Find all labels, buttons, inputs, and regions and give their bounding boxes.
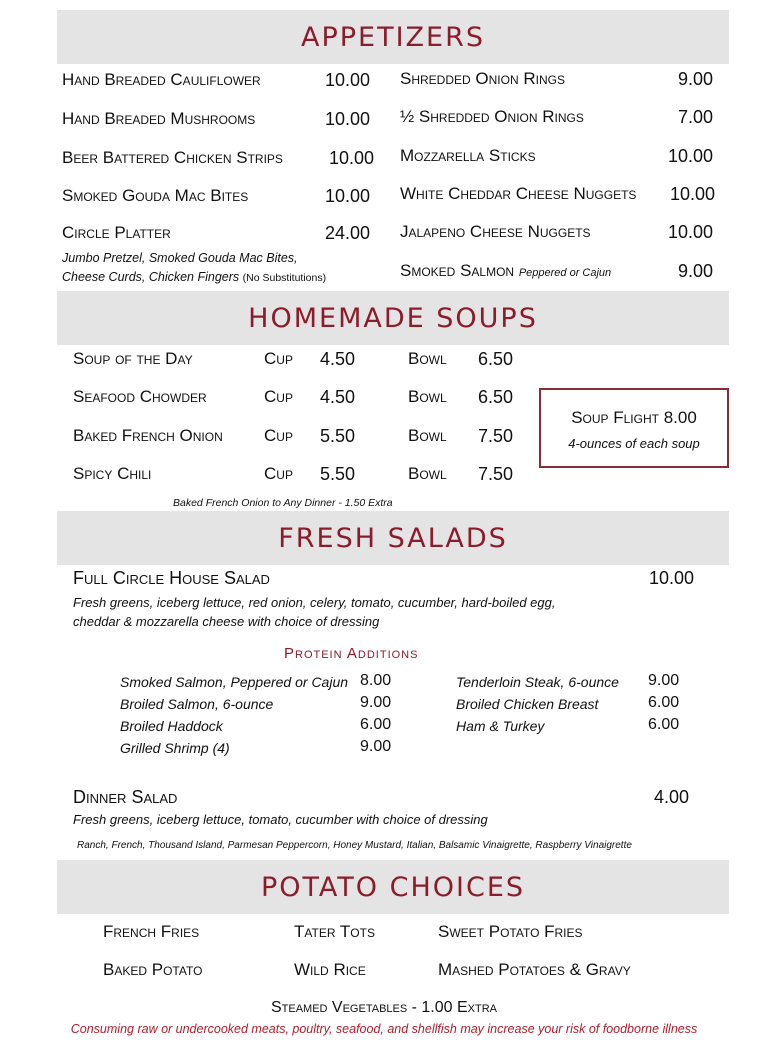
soup-flight-title: Soup Flight 8.00 [571,408,697,427]
menu-item: Beer Battered Chicken Strips [62,148,283,167]
steamed-vegetables: Steamed Vegetables - 1.00 Extra [270,999,498,1016]
soups-banner [57,291,729,345]
protein-item: Grilled Shrimp (4) [120,740,230,756]
house-salad-name: Full Circle House Salad [73,568,270,588]
protein-price: 9.00 [360,738,392,755]
platter-desc: Cheese Curds, Chicken Fingers (No Substitutions) [62,270,327,284]
appetizers-title: APPETIZERS [300,21,485,53]
cup-label: Cup [264,426,293,445]
bowl-label: Bowl [408,426,447,445]
cup-price: 5.50 [320,426,356,446]
house-salad-desc: cheddar & mozzarella cheese with choice of dressing [73,614,380,629]
menu-price: 10.00 [329,148,375,168]
salmon-note: Peppered or Cajun [518,267,612,279]
protein-price: 6.00 [648,694,680,711]
soup-flight-desc: 4-ounces of each soup [568,436,700,451]
cup-label: Cup [264,464,293,483]
menu-price: 9.00 [678,261,714,281]
platter-desc: Jumbo Pretzel, Smoked Gouda Mac Bites, [62,251,298,265]
menu-item: Smoked Salmon Peppered or Cajun [400,261,612,280]
protein-item: Broiled Haddock [120,718,223,734]
soup-note: Baked French Onion to Any Dinner - 1.50 Extra [173,497,393,509]
dressings-list: Ranch, French, Thousand Island, Parmesan Peppercorn, Honey Mustard, Italian, Balsamic Vinaigrette, Raspberry Vinaigrette [77,840,632,851]
bowl-price: 7.50 [478,426,514,446]
menu-item: ½ Shredded Onion Rings [400,107,584,126]
dinner-salad-name: Dinner Salad [73,787,178,807]
potatoes-banner [57,860,729,914]
bowl-label: Bowl [408,464,447,483]
menu-item: Hand Breaded Cauliflower [62,70,261,89]
platter-note: (No Substitutions) [242,272,327,284]
house-salad-desc: Fresh greens, iceberg lettuce, red onion, celery, tomato, cucumber, hard-boiled egg, [73,595,556,610]
bowl-label: Bowl [408,387,447,406]
protein-item: Tenderloin Steak, 6-ounce [456,674,619,690]
potato-option: Wild Rice [294,960,366,979]
food-safety-warning: Consuming raw or undercooked meats, poultry, seafood, and shellfish may increase your risk of foodborne illness [70,1022,698,1036]
menu-price: 10.00 [670,184,716,204]
cup-price: 5.50 [320,464,356,484]
protein-item: Broiled Salmon, 6-ounce [120,696,274,712]
house-salad-price: 10.00 [649,568,695,588]
menu-price: 7.00 [678,107,714,127]
bowl-price: 6.50 [478,349,514,369]
menu-item: Jalapeno Cheese Nuggets [400,222,591,241]
menu-item: Mozzarella Sticks [400,146,536,165]
cup-price: 4.50 [320,349,356,369]
menu-price: 10.00 [668,146,714,166]
protein-price: 9.00 [360,694,392,711]
potato-option: Tater Tots [294,922,375,941]
menu-price: 24.00 [325,223,371,243]
cup-price: 4.50 [320,387,356,407]
soups-title: HOMEMADE SOUPS [248,302,538,334]
bowl-price: 6.50 [478,387,514,407]
protein-item: Smoked Salmon, Peppered or Cajun [120,674,349,690]
salads-title: FRESH SALADS [278,522,508,554]
cup-label: Cup [264,349,293,368]
menu-price: 9.00 [678,69,714,89]
potato-option: Sweet Potato Fries [438,922,583,941]
potato-option: Mashed Potatoes & Gravy [438,960,631,979]
menu-price: 10.00 [668,222,714,242]
potato-option: Baked Potato [103,960,203,979]
protein-price: 8.00 [360,672,392,689]
menu-item: Smoked Gouda Mac Bites [62,186,249,205]
appetizers-banner [57,10,729,64]
protein-item: Broiled Chicken Breast [456,696,599,712]
soup-flight-box [539,388,729,468]
protein-price: 6.00 [648,716,680,733]
protein-title: Protein Additions [284,645,419,662]
protein-price: 6.00 [360,716,392,733]
cup-label: Cup [264,387,293,406]
menu-price: 10.00 [325,186,371,206]
dinner-salad-price: 4.00 [654,787,690,807]
menu-item: Circle Platter [62,223,171,242]
protein-item: Ham & Turkey [456,718,545,734]
menu-item: White Cheddar Cheese Nuggets [400,184,637,203]
soup-item: Spicy Chili [73,464,152,483]
bowl-price: 7.50 [478,464,514,484]
salads-banner [57,511,729,565]
protein-price: 9.00 [648,672,680,689]
menu-price: 10.00 [325,70,371,90]
menu-item: Shredded Onion Rings [400,69,565,88]
potato-option: French Fries [103,922,200,941]
soup-item: Seafood Chowder [73,387,207,406]
bowl-label: Bowl [408,349,447,368]
menu-price: 10.00 [325,109,371,129]
soup-item: Soup of the Day [73,349,193,368]
menu-item: Hand Breaded Mushrooms [62,109,256,128]
soup-item: Baked French Onion [73,426,223,445]
potatoes-title: POTATO CHOICES [260,871,526,903]
dinner-salad-desc: Fresh greens, iceberg lettuce, tomato, cucumber with choice of dressing [73,812,488,827]
